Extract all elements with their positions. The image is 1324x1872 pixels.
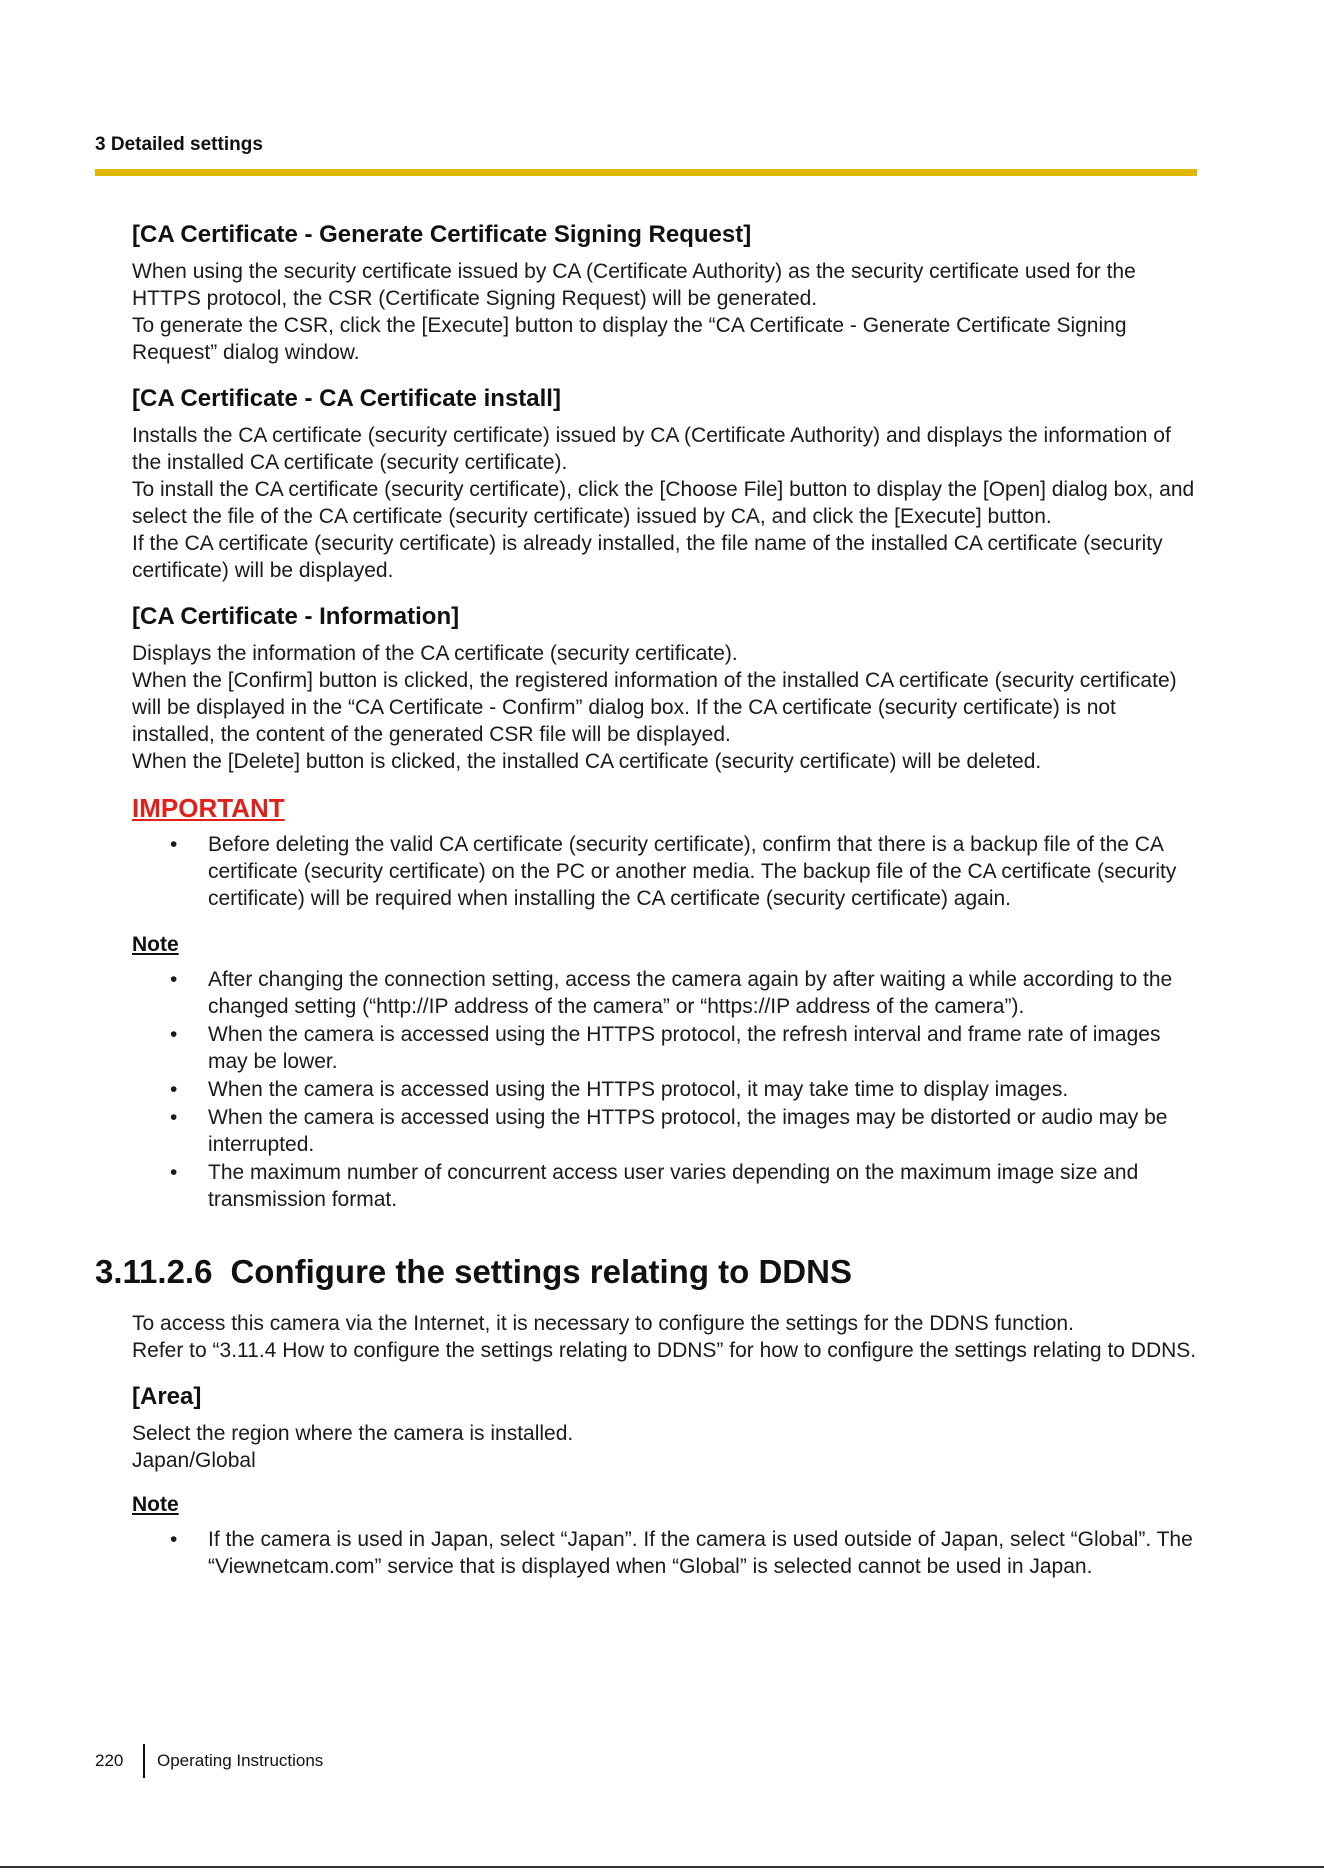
list-item xyxy=(132,966,1202,1020)
bullet-icon: • xyxy=(170,1023,178,1046)
paragraph: Japan/Global xyxy=(132,1449,256,1472)
list-item xyxy=(132,831,1202,912)
sub-heading: [CA Certificate - Generate Certificate Signing Request] xyxy=(132,221,752,248)
list-item xyxy=(132,1076,1202,1103)
list-item-text: If the camera is used in Japan, select “Japan”. If the camera is used outside of Japan, select “Global”. The “Viewnetcam.com” service that is displayed when “Global” is selected cannot be used in Japan. xyxy=(208,1528,1193,1578)
paragraph: Displays the information of the CA certificate (security certificate). xyxy=(132,642,738,665)
ddns-content xyxy=(132,1310,1202,1598)
important-list xyxy=(132,831,1202,912)
bullet-icon: • xyxy=(170,1078,178,1101)
page-number: 220 xyxy=(95,1751,124,1770)
footer-divider xyxy=(143,1744,145,1778)
running-header: 3 Detailed settings xyxy=(95,134,263,155)
paragraph: Select the region where the camera is installed. xyxy=(132,1422,574,1445)
main-content xyxy=(132,218,1202,1231)
page-bottom-edge xyxy=(0,1866,1324,1868)
header-rule xyxy=(95,169,1197,176)
paragraph: To install the CA certificate (security certificate), click the [Choose File] button to display the [Open] dialog box, and select the file of the CA certificate (security certificate) issued by CA, and click the [Execute] button. xyxy=(132,478,1195,528)
section-heading xyxy=(95,1253,852,1291)
sub-heading: [CA Certificate - Information] xyxy=(132,603,460,630)
paragraph: When using the security certificate issued by CA (Certificate Authority) as the security certificate used for the HTTPS protocol, the CSR (Certificate Signing Request) will be generated. xyxy=(132,260,1136,310)
note-label: Note xyxy=(132,1493,179,1516)
important-label: IMPORTANT xyxy=(132,793,285,823)
bullet-icon: • xyxy=(170,833,178,856)
bullet-icon: • xyxy=(170,1161,178,1184)
list-item-text: After changing the connection setting, access the camera again by after waiting a while according to the changed setting (“http://IP address of the camera” or “https://IP address of the camera”). xyxy=(208,968,1173,1018)
note-label: Note xyxy=(132,933,179,956)
section-generate-csr xyxy=(132,218,1202,366)
list-item-text: The maximum number of concurrent access user varies depending on the maximum image size and transmission format. xyxy=(208,1161,1139,1211)
list-item xyxy=(132,1104,1202,1158)
sub-heading: [CA Certificate - CA Certificate install] xyxy=(132,385,561,412)
bullet-icon: • xyxy=(170,1106,178,1129)
bullet-icon: • xyxy=(170,968,178,991)
section-number: 3.11.2.6 xyxy=(95,1253,213,1290)
sub-heading: [Area] xyxy=(132,1383,202,1410)
paragraph: Installs the CA certificate (security certificate) issued by CA (Certificate Authority) and displays the information of the installed CA certificate (security certificate). xyxy=(132,424,1171,474)
paragraph: Refer to “3.11.4 How to configure the settings relating to DDNS” for how to configure the settings relating to DDNS. xyxy=(132,1339,1197,1362)
section-ca-install xyxy=(132,382,1202,584)
list-item-text: When the camera is accessed using the HTTPS protocol, it may take time to display images. xyxy=(208,1078,1069,1101)
note-list xyxy=(132,966,1202,1213)
paragraph: When the [Confirm] button is clicked, the registered information of the installed CA certificate (security certificate) will be displayed in the “CA Certificate - Confirm” dialog box. If the CA certificate (security certificate) is not installed, the content of the generated CSR file will be displayed. xyxy=(132,669,1177,746)
page-footer xyxy=(95,1744,323,1778)
section-title: Configure the settings relating to DDNS xyxy=(230,1253,852,1290)
list-item xyxy=(132,1021,1202,1075)
list-item xyxy=(132,1526,1202,1580)
bullet-icon: • xyxy=(170,1528,178,1551)
list-item-text: When the camera is accessed using the HTTPS protocol, the images may be distorted or audio may be interrupted. xyxy=(208,1106,1168,1156)
list-item-text: When the camera is accessed using the HTTPS protocol, the refresh interval and frame rate of images may be lower. xyxy=(208,1023,1161,1073)
list-item xyxy=(132,1159,1202,1213)
paragraph: If the CA certificate (security certificate) is already installed, the file name of the installed CA certificate (security certificate) will be displayed. xyxy=(132,532,1163,582)
note-list xyxy=(132,1526,1202,1580)
paragraph: To generate the CSR, click the [Execute] button to display the “CA Certificate - Generate Certificate Signing Request” dialog window. xyxy=(132,314,1127,364)
ddns-intro xyxy=(132,1310,1202,1364)
section-area xyxy=(132,1380,1202,1474)
list-item-text: Before deleting the valid CA certificate (security certificate), confirm that there is a backup file of the CA certificate (security certificate) on the PC or another media. The backup file of the CA certificate (security certificate) will be required when installing the CA certificate (security certificate) again. xyxy=(208,833,1177,910)
footer-doc-title: Operating Instructions xyxy=(157,1751,324,1770)
paragraph: To access this camera via the Internet, it is necessary to configure the settings for the DDNS function. xyxy=(132,1312,1074,1335)
paragraph: When the [Delete] button is clicked, the installed CA certificate (security certificate) will be deleted. xyxy=(132,750,1042,773)
section-ca-information xyxy=(132,600,1202,775)
